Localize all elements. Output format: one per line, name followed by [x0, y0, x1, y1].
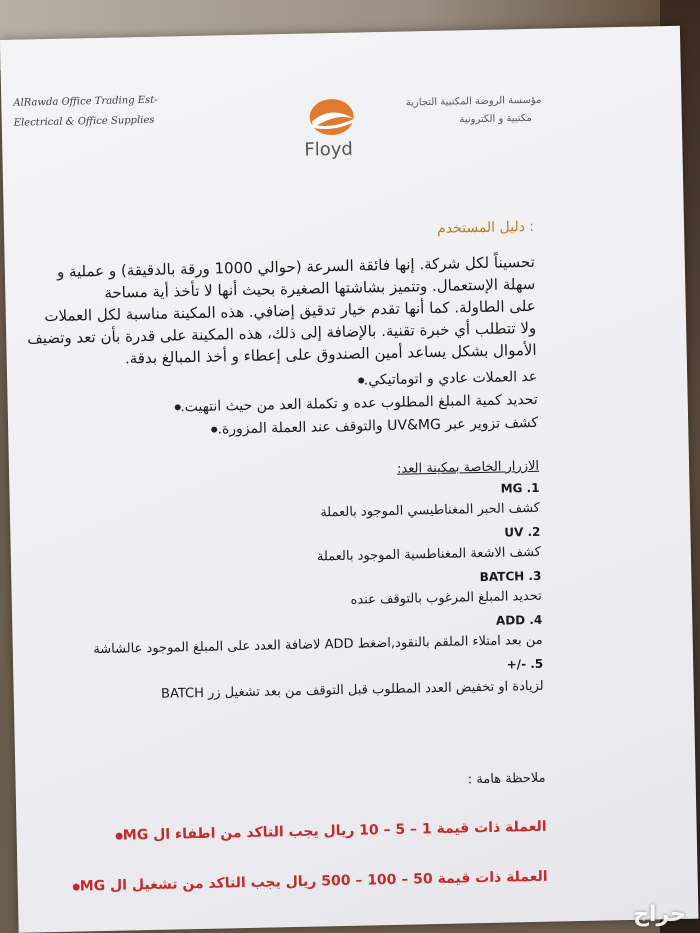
button-num-4: ADD .4 [495, 612, 543, 628]
button-desc-2: كشف الاشعة المغناطسية الموجود بالعملة [316, 544, 542, 565]
company-tagline-ar: مكتبية و الكترونية [459, 112, 532, 126]
company-tagline-en: Electrical & Office Supplies [13, 114, 155, 129]
note-heading: ملاحظة هامة : [467, 770, 546, 788]
button-num-1: MG .1 [500, 480, 540, 496]
note-item-2: العملة ذات قيمة 50 – 100 – 500 ريال يجب التاكد من تشغيل ال MG [63, 869, 548, 895]
button-desc-1: كشف الحبر المغناطيسي الموجود بالعملة [320, 500, 541, 521]
feature-bullet-1: عد العملات عادي و اتوماتيكي. [350, 369, 538, 389]
feature-bullet-3: كشف تزوير عبر UV&MG والتوقف عند العملة المزورة. [203, 415, 538, 438]
button-desc-4: من بعد امتلاء الملقم بالنقود,اضغط ADD لاضافة العدد على المبلغ الموجود عالشاشة [93, 632, 543, 658]
intro-line-3: على الطاولة. كما أنها تقدم خيار تدقيق إضافي. هذه المكينة مناسبة لكل العملات [44, 296, 536, 326]
button-num-3: BATCH .3 [479, 568, 542, 585]
button-num-5: 5. -/+ [506, 656, 544, 672]
document-page [0, 26, 699, 933]
intro-line-4: ولا تتطلب أي خبرة تقنية. بالإضافة إلى ذلك، هذه المكينة على قدرة بأن تعد وتضيف [27, 318, 537, 348]
feature-bullet-2: تحديد كمية المبلغ المطلوب عده و تكملة العد من حيث انتهيت. [166, 392, 538, 416]
buttons-heading: الازرار الخاصة بمكينة العد: [396, 458, 540, 477]
page-title: : دليل المستخدم [436, 218, 535, 237]
watermark-logo: حراج [633, 902, 686, 927]
intro-line-1: تحسيناً لكل شركة. إنها فائقة السرعة (حوالي 1000 ورقة بالدقيقة) و عملية و [56, 252, 535, 281]
company-name-en: AlRawda Office Trading Est- [13, 94, 158, 109]
company-name-ar: مؤسسة الروضة المكتبية التجارية [405, 94, 542, 109]
company-logo [291, 94, 382, 166]
note-item-1: العملة ذات قيمة 1 – 5 – 10 ريال يجب التاكد من اطفاء ال MG [106, 819, 547, 844]
button-num-2: UV .2 [504, 524, 541, 540]
button-desc-5: لزيادة او تخفيض العدد المطلوب قبل التوقف من بعد تشغيل زر BATCH [160, 678, 544, 702]
intro-line-2: سهلة الإستعمال. وتتميز بشاشتها الصغيرة بحيث أنها لا تأخذ أية مساحة [104, 274, 536, 302]
intro-line-5: الأموال بشكل يساعد أمين الصندوق على إعطاء و أخذ المبالغ بدقة. [124, 340, 537, 368]
button-desc-3: تحديد المبلغ المرغوب بالتوقف عنده [350, 588, 542, 608]
logo-text: Floyd [304, 138, 354, 161]
